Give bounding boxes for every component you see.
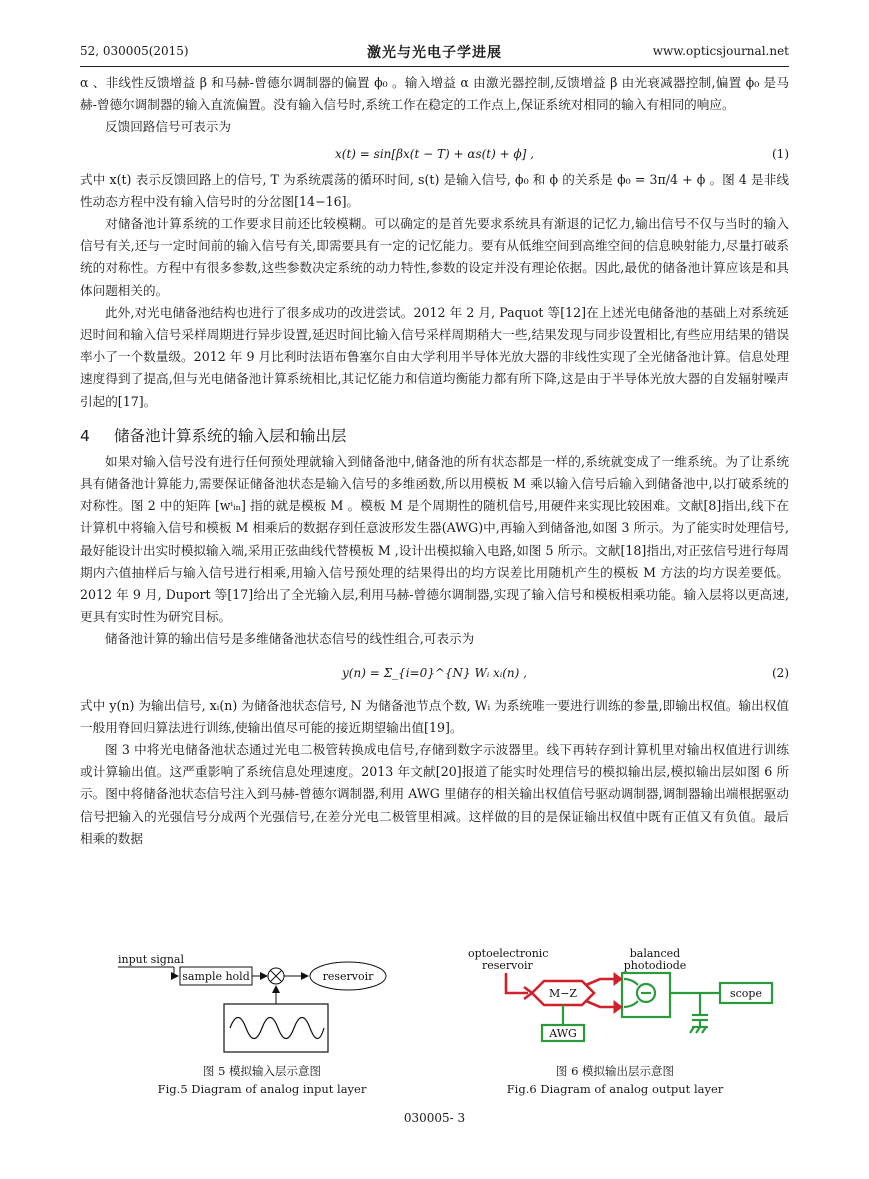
paragraph: 反馈回路信号可表示为: [105, 119, 231, 135]
fig6-diagram: [462, 945, 782, 1057]
section-heading: [80, 423, 789, 449]
section-title: 储备池计算系统的输入层和输出层: [114, 426, 347, 445]
page-number: 030005- 3: [403, 1111, 466, 1125]
fig5-sample-hold-label: sample hold: [182, 970, 250, 983]
running-header: [80, 40, 789, 66]
fig5-diagram: [112, 945, 412, 1057]
paragraph: 如果对输入信号没有进行任何预处理就输入到储备池中,储备池的所有状态都是一样的,系统就变成了一维系统。为了让系统具有储备池计算能力,需要保证储备池状态是输入信号的多维函数,所以用模板 M 乘以输入信号后输入到储备池中,以打破系统的对称性。图 2 中的矩阵 [wⁱᵢₙ] 指的就是模板 M 。模板 M 是个周期性的随机信号,用硬件来实现比较困难。文献[8]指出,线下在计算机中将输入信号和模板 M 相乘后的数据存到任意波形发生器(AWG)中,再输入到储备池,如图 3 所示。为了能实时处理信号,最好能设计出实时模拟输入端,采用正弦曲线代替模板 M ,设计出模拟输入电路,如图 5 所示。文献[18]指出,对正弦信号进行每周期内六值抽样后与输入信号进行相乘,用输入信号预处理的结果得出的均方误差比用随机产生的模板 M 方法的均方误差要低。2012 年 9 月, Duport 等[17]给出了全光输入层,利用马赫-曾德尔调制器,实现了输入信号和模板相乘功能。输入层将以更高速,更具有实时性为研究目标。: [80, 453, 789, 625]
paragraph: 此外,对光电储备池结构也进行了很多成功的改进尝试。2012 年 2 月, Paquot 等[12]在上述光电储备池的基础上对系统延迟时间和输入信号采样周期进行异步设置,延迟时间比输入信号采样周期稍大一些,结果发现与同步设置相比,有些应用结果的错误率小了一个数量级。2012 年 9 月比利时法语布鲁塞尔自由大学利用半导体光放大器的非线性实现了全光储备池计算。信息处理速度得到了提高,但与光电储备池计算系统相比,其记忆能力和信道均衡能力都有所下降,这是由于半导体光放大器的自发辐射噪声引起的[17]。: [80, 304, 789, 409]
section-number: 4: [80, 426, 90, 445]
equation-2-number: (2): [772, 665, 789, 680]
fig5-input-label: input signal: [118, 953, 185, 966]
fig6-caption-en: Fig.6 Diagram of analog output layer: [506, 1082, 724, 1096]
equation-1: [80, 139, 789, 169]
fig5-caption-cn: 图 5 模拟输入层示意图: [202, 1064, 322, 1078]
paragraph: α 、非线性反馈增益 β 和马赫-曾德尔调制器的偏置 ϕ₀ 。输入增益 α 由激光器控制,反馈增益 β 由光衰减器控制,偏置 ϕ₀ 是马赫-曾德尔调制器的输入直流偏置。没有输入信号时,系统工作在稳定的工作点上,保证系统对相同的输入有相同的响应。: [80, 75, 789, 113]
fig5-caption-en: Fig.5 Diagram of analog input layer: [157, 1082, 367, 1096]
equation-2-body: y(n) = Σ_{i=0}^{N} Wᵢ xᵢ(n) ,: [342, 665, 527, 680]
fig6-caption-cn: 图 6 模拟输出层示意图: [555, 1064, 675, 1078]
equation-2: [80, 651, 789, 695]
equation-1-body: x(t) = sin[βx(t − T) + αs(t) + ϕ] ,: [335, 146, 534, 161]
header-rule: [80, 66, 789, 67]
journal-title: 激光与光电子学进展: [367, 45, 502, 61]
paragraph: 对储备池计算系统的工作要求目前还比较模糊。可以确定的是首先要求系统具有渐退的记忆力,输出信号不仅与当时的输入信号有关,还与一定时间前的输入信号有关,即需要具有一定的记忆能力。要有从低维空间到高维空间的信息映射能力,尽量打破系统的对称性。方程中有很多参数,这些参数决定系统的动力特性,参数的设定并没有理论依据。因此,最优的储备池计算应该是和具体问题相关的。: [80, 216, 789, 298]
fig6-opto-label-2: reservoir: [482, 959, 533, 972]
fig6-opto-label-1: optoelectronic: [468, 947, 549, 960]
paragraph: 储备池计算的输出信号是多维储备池状态信号的线性组合,可表示为: [105, 631, 475, 647]
fig6-scope-label: scope: [730, 987, 762, 1000]
fig6-balanced-label-2: photodiode: [623, 959, 687, 972]
fig6-balanced-label-1: balanced: [629, 947, 681, 960]
article-body: [80, 72, 789, 850]
equation-1-number: (1): [772, 146, 789, 161]
fig5-reservoir-label: reservoir: [322, 970, 374, 983]
figures-row: [80, 945, 789, 1105]
journal-url[interactable]: www.opticsjournal.net: [652, 44, 789, 58]
paragraph: 式中 x(t) 表示反馈回路上的信号, T 为系统震荡的循环时间, s(t) 是输入信号, ϕ₀ 和 ϕ 的关系是 ϕ₀ = 3π/4 + ϕ 。图 4 是非线性动态方程中没有输入信号时的分岔图[14−16]。: [80, 171, 789, 209]
fig5-sine-generator-box: [224, 1004, 328, 1052]
paragraph: 式中 y(n) 为输出信号, xᵢ(n) 为储备池状态信号, N 为储备池节点个数, Wᵢ 为系统唯一要进行训练的参量,即输出权值。输出权值一般用脊回归算法进行训练,使输出值尽可能的接近期望输出值[19]。: [80, 697, 789, 735]
header-citation: 52, 030005(2015): [80, 44, 189, 58]
fig5-multiplier-icon: [268, 968, 284, 984]
paragraph: 图 3 中将光电储备池状态通过光电二极管转换成电信号,存储到数字示波器里。线下再转存到计算机里对输出权值进行训练或计算输出值。这严重影响了系统信息处理速度。2013 年文献[20]报道了能实时处理信号的模拟输出层,模拟输出层如图 6 所示。图中将储备池状态信号注入到马赫-曾德尔调制器,利用 AWG 里储存的相关输出权值信号驱动调制器,调制器输出端根据驱动信号把输入的光强信号分成两个光强信号,在差分光电二极管里相减。这样做的目的是保证输出权值中既有正值又有负值。最后相乘的数据: [80, 742, 789, 846]
fig6-awg-label: AWG: [549, 1027, 577, 1040]
fig6-mz-label: M−Z: [548, 987, 578, 1000]
